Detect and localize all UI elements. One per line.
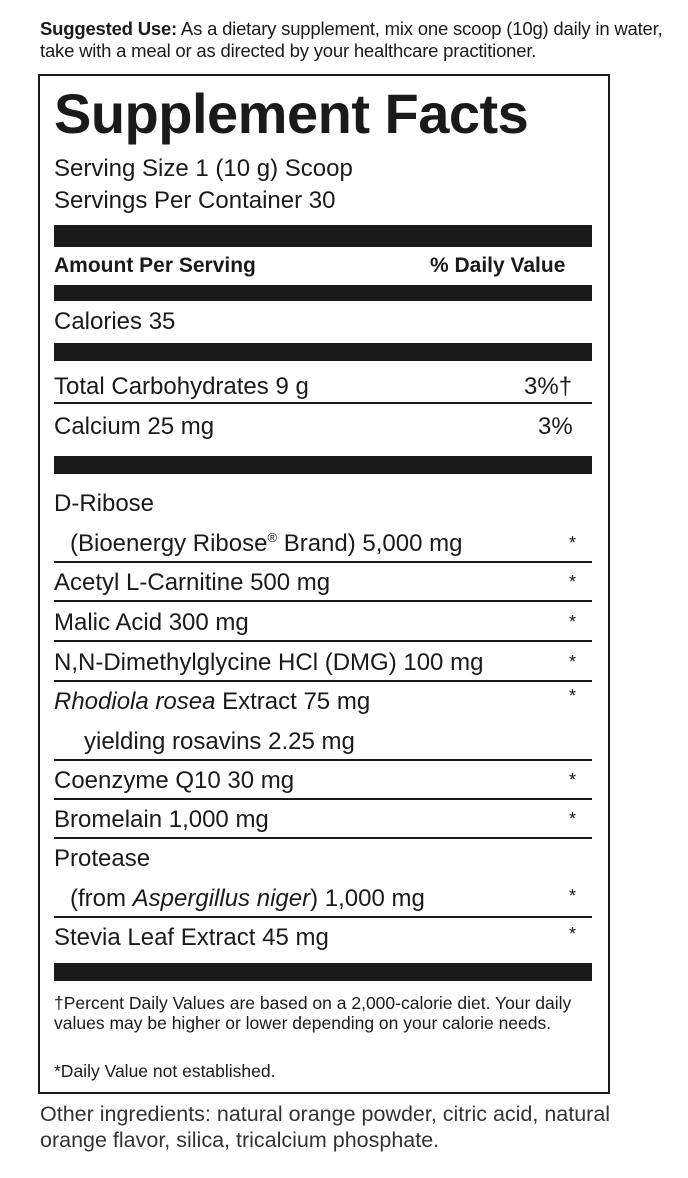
rhodiola-amount: Extract 75 mg bbox=[215, 688, 371, 715]
row-divider bbox=[54, 680, 592, 682]
carbohydrates-label: Total Carbohydrates 9 g bbox=[54, 373, 309, 400]
thick-divider bbox=[54, 456, 592, 474]
other-ingredients: Other ingredients: natural orange powder, citric acid, natural orange flavor, silica, tricalcium phosphate. bbox=[40, 1102, 611, 1152]
row-divider bbox=[54, 916, 592, 918]
calcium-label: Calcium 25 mg bbox=[54, 413, 215, 440]
row-divider bbox=[54, 561, 592, 563]
row-divider bbox=[54, 798, 592, 800]
bromelain-label: Bromelain 1,000 mg bbox=[54, 806, 269, 833]
coq10-label: Coenzyme Q10 30 mg bbox=[54, 767, 295, 794]
suggested-use-label: Suggested Use: bbox=[40, 18, 178, 39]
protease-detail bbox=[70, 884, 425, 914]
d-ribose-label: D-Ribose bbox=[54, 490, 155, 517]
dmg-label: N,N-Dimethylglycine HCl (DMG) 100 mg bbox=[54, 649, 484, 676]
acetyl-carnitine-label: Acetyl L-Carnitine 500 mg bbox=[54, 569, 331, 596]
row-divider bbox=[54, 600, 592, 602]
footnote-daily-values: †Percent Daily Values are based on a 2,000-calorie diet. Your daily values may be higher or lower depending on your calorie needs. bbox=[54, 993, 572, 1033]
row-divider bbox=[54, 402, 592, 404]
protease-from: (from bbox=[70, 885, 133, 912]
stevia-dv: * bbox=[569, 924, 577, 944]
d-ribose-dv: * bbox=[569, 533, 577, 553]
coq10-dv: * bbox=[569, 770, 577, 790]
dmg-dv: * bbox=[569, 652, 577, 672]
row-divider bbox=[54, 759, 592, 761]
d-ribose-detail bbox=[70, 529, 462, 559]
calcium-dv: 3% bbox=[538, 413, 573, 440]
rhodiola-rosavins: yielding rosavins 2.25 mg bbox=[84, 728, 355, 755]
d-ribose-brand: (Bioenergy Ribose bbox=[70, 530, 268, 557]
bromelain-dv: * bbox=[569, 809, 577, 829]
suggested-use bbox=[40, 18, 680, 62]
acetyl-carnitine-dv: * bbox=[569, 572, 577, 592]
suggested-use-text: As a dietary supplement, mix one scoop (10g) daily in water, take with a meal or as directed by your healthcare practitioner. bbox=[40, 18, 663, 61]
amount-per-serving-header: Amount Per Serving bbox=[54, 254, 256, 277]
stevia-label: Stevia Leaf Extract 45 mg bbox=[54, 924, 329, 951]
thick-divider bbox=[54, 963, 592, 981]
row-divider bbox=[54, 837, 592, 839]
carbohydrates-dv: 3%† bbox=[524, 373, 573, 400]
rhodiola-dv: * bbox=[569, 686, 577, 706]
protease-label: Protease bbox=[54, 845, 151, 872]
d-ribose-amount: Brand) 5,000 mg bbox=[277, 530, 463, 557]
protease-amount: ) 1,000 mg bbox=[310, 885, 425, 912]
protease-source: Aspergillus niger bbox=[132, 885, 311, 912]
daily-value-header: % Daily Value bbox=[430, 254, 566, 277]
servings-per-container: Servings Per Container 30 bbox=[54, 187, 336, 214]
malic-acid-label: Malic Acid 300 mg bbox=[54, 609, 249, 636]
protease-dv: * bbox=[569, 886, 577, 906]
serving-size: Serving Size 1 (10 g) Scoop bbox=[54, 155, 353, 182]
row-divider bbox=[54, 640, 592, 642]
thick-divider bbox=[54, 225, 592, 247]
rhodiola-name: Rhodiola rosea bbox=[54, 688, 216, 715]
thick-divider bbox=[54, 343, 592, 361]
supplement-facts-panel bbox=[38, 74, 610, 1094]
thick-divider bbox=[54, 285, 592, 301]
panel-title: Supplement Facts bbox=[54, 82, 529, 145]
malic-acid-dv: * bbox=[569, 612, 577, 632]
footnote-not-established: *Daily Value not established. bbox=[54, 1061, 276, 1081]
rhodiola-label bbox=[54, 687, 370, 717]
calories: Calories 35 bbox=[54, 308, 176, 335]
registered-mark: ® bbox=[267, 530, 278, 545]
